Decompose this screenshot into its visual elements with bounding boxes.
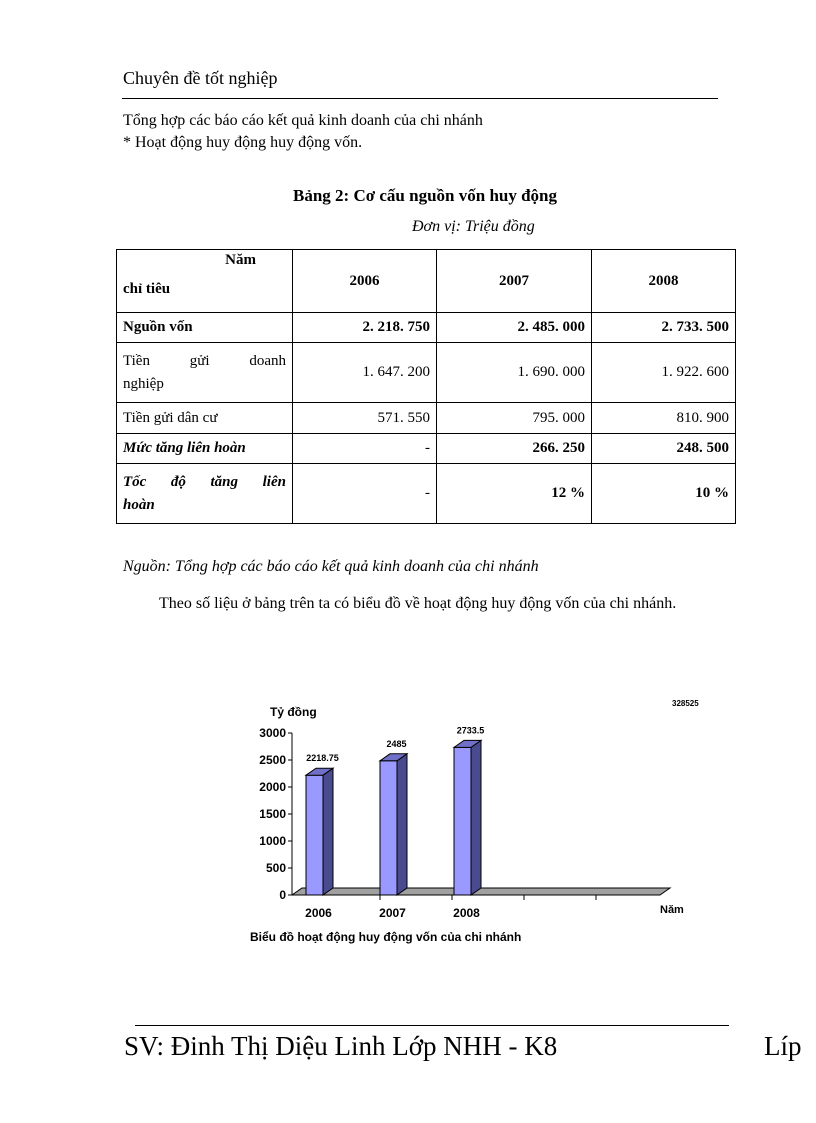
footer-class-label: Líp — [764, 1031, 802, 1061]
bar-data-label: 2733.5 — [456, 725, 485, 736]
table-row — [117, 343, 736, 403]
bar-data-label: 2485 — [386, 738, 407, 749]
body-paragraph: Theo số liệu ở bảng trên ta có biểu đồ về hoạt động huy động vốn của chi nhánh. — [159, 595, 677, 612]
intro-line-1: Tổng hợp các báo cáo kết quả kinh doanh của chi nhánh — [123, 112, 483, 129]
row-label-word: Tốc — [123, 473, 147, 490]
chart-title: Biểu đồ hoạt động huy động vốn của chi nhánh — [250, 930, 522, 944]
chart-floor — [292, 888, 670, 895]
y-tick-label: 3000 — [259, 726, 286, 740]
x-tick-label: 2008 — [453, 906, 480, 920]
corner-annotation: 328525 — [672, 699, 699, 708]
page-header-title: Chuyên đề tốt nghiệp — [123, 68, 278, 88]
row-label-word: tăng — [210, 473, 239, 490]
value-cell: 1. 922. 600 — [592, 343, 736, 403]
row-label-cell: Tiền gửi dân cư — [117, 403, 293, 434]
row-label-word: gửi — [189, 352, 210, 369]
row-label-word: doanh — [249, 352, 286, 369]
bar-data-label: 2218.75 — [306, 753, 339, 764]
value-cell: 1. 690. 000 — [437, 343, 592, 403]
table-unit: Đơn vị: Triệu đồng — [412, 218, 535, 235]
table-row — [117, 464, 736, 524]
header-rule — [122, 98, 718, 99]
capital-bar-chart — [230, 690, 710, 950]
y-tick-label: 1500 — [259, 807, 286, 821]
year-header-cell: 2006 — [293, 250, 437, 313]
x-tick-label: 2007 — [379, 906, 406, 920]
table-header-row — [117, 250, 736, 313]
value-cell: 810. 900 — [592, 403, 736, 434]
row-label-cell — [117, 464, 293, 524]
bar — [306, 775, 323, 895]
value-cell: 2. 218. 750 — [293, 313, 437, 343]
table-row — [117, 403, 736, 434]
intro-line-2: * Hoạt động huy động huy động vốn. — [123, 134, 363, 151]
bar-side — [397, 754, 407, 895]
row-label-word: Tiền — [123, 352, 150, 369]
row-label-cell — [117, 343, 293, 403]
corner-year-label: Năm — [225, 252, 256, 268]
value-cell: 2. 733. 500 — [592, 313, 736, 343]
value-cell: 571. 550 — [293, 403, 437, 434]
value-cell: 12 % — [437, 464, 592, 524]
table-row — [117, 434, 736, 464]
row-label-word: hoàn — [123, 496, 155, 513]
value-cell: 266. 250 — [437, 434, 592, 464]
x-tick-label: 2006 — [305, 906, 332, 920]
row-label-word: nghiệp — [123, 375, 164, 392]
corner-header-cell — [117, 250, 293, 313]
x-axis-label: Năm — [660, 904, 684, 916]
footer-student-info: SV: Đinh Thị Diệu Linh Lớp NHH - K8 — [124, 1031, 558, 1061]
year-header-cell: 2007 — [437, 250, 592, 313]
y-tick-label: 0 — [279, 888, 286, 902]
capital-structure-table — [116, 249, 736, 524]
value-cell: - — [293, 434, 437, 464]
row-label-cell: Nguồn vốn — [117, 313, 293, 343]
bar-side — [471, 740, 481, 895]
table-row — [117, 313, 736, 343]
corner-indicator-label: chỉ tiêu — [123, 281, 171, 297]
bar — [454, 747, 471, 895]
footer-rule — [135, 1025, 729, 1026]
y-axis-label: Tỷ đồng — [270, 705, 317, 719]
y-tick-label: 2500 — [259, 753, 286, 767]
value-cell: 1. 647. 200 — [293, 343, 437, 403]
year-header-cell: 2008 — [592, 250, 736, 313]
bar — [380, 761, 397, 895]
source-note: Nguồn: Tổng hợp các báo cáo kết quả kinh doanh của chi nhánh — [123, 558, 539, 575]
value-cell: 795. 000 — [437, 403, 592, 434]
value-cell: - — [293, 464, 437, 524]
row-label-word: độ — [170, 473, 186, 490]
y-tick-label: 2000 — [259, 780, 286, 794]
y-tick-label: 1000 — [259, 834, 286, 848]
value-cell: 10 % — [592, 464, 736, 524]
bar-side — [323, 768, 333, 895]
y-tick-label: 500 — [265, 861, 286, 875]
value-cell: 2. 485. 000 — [437, 313, 592, 343]
value-cell: 248. 500 — [592, 434, 736, 464]
table-title: Bảng 2: Cơ cấu nguồn vốn huy động — [292, 186, 558, 205]
row-label-cell: Mức tăng liên hoàn — [117, 434, 293, 464]
row-label-word: liên — [262, 473, 286, 490]
